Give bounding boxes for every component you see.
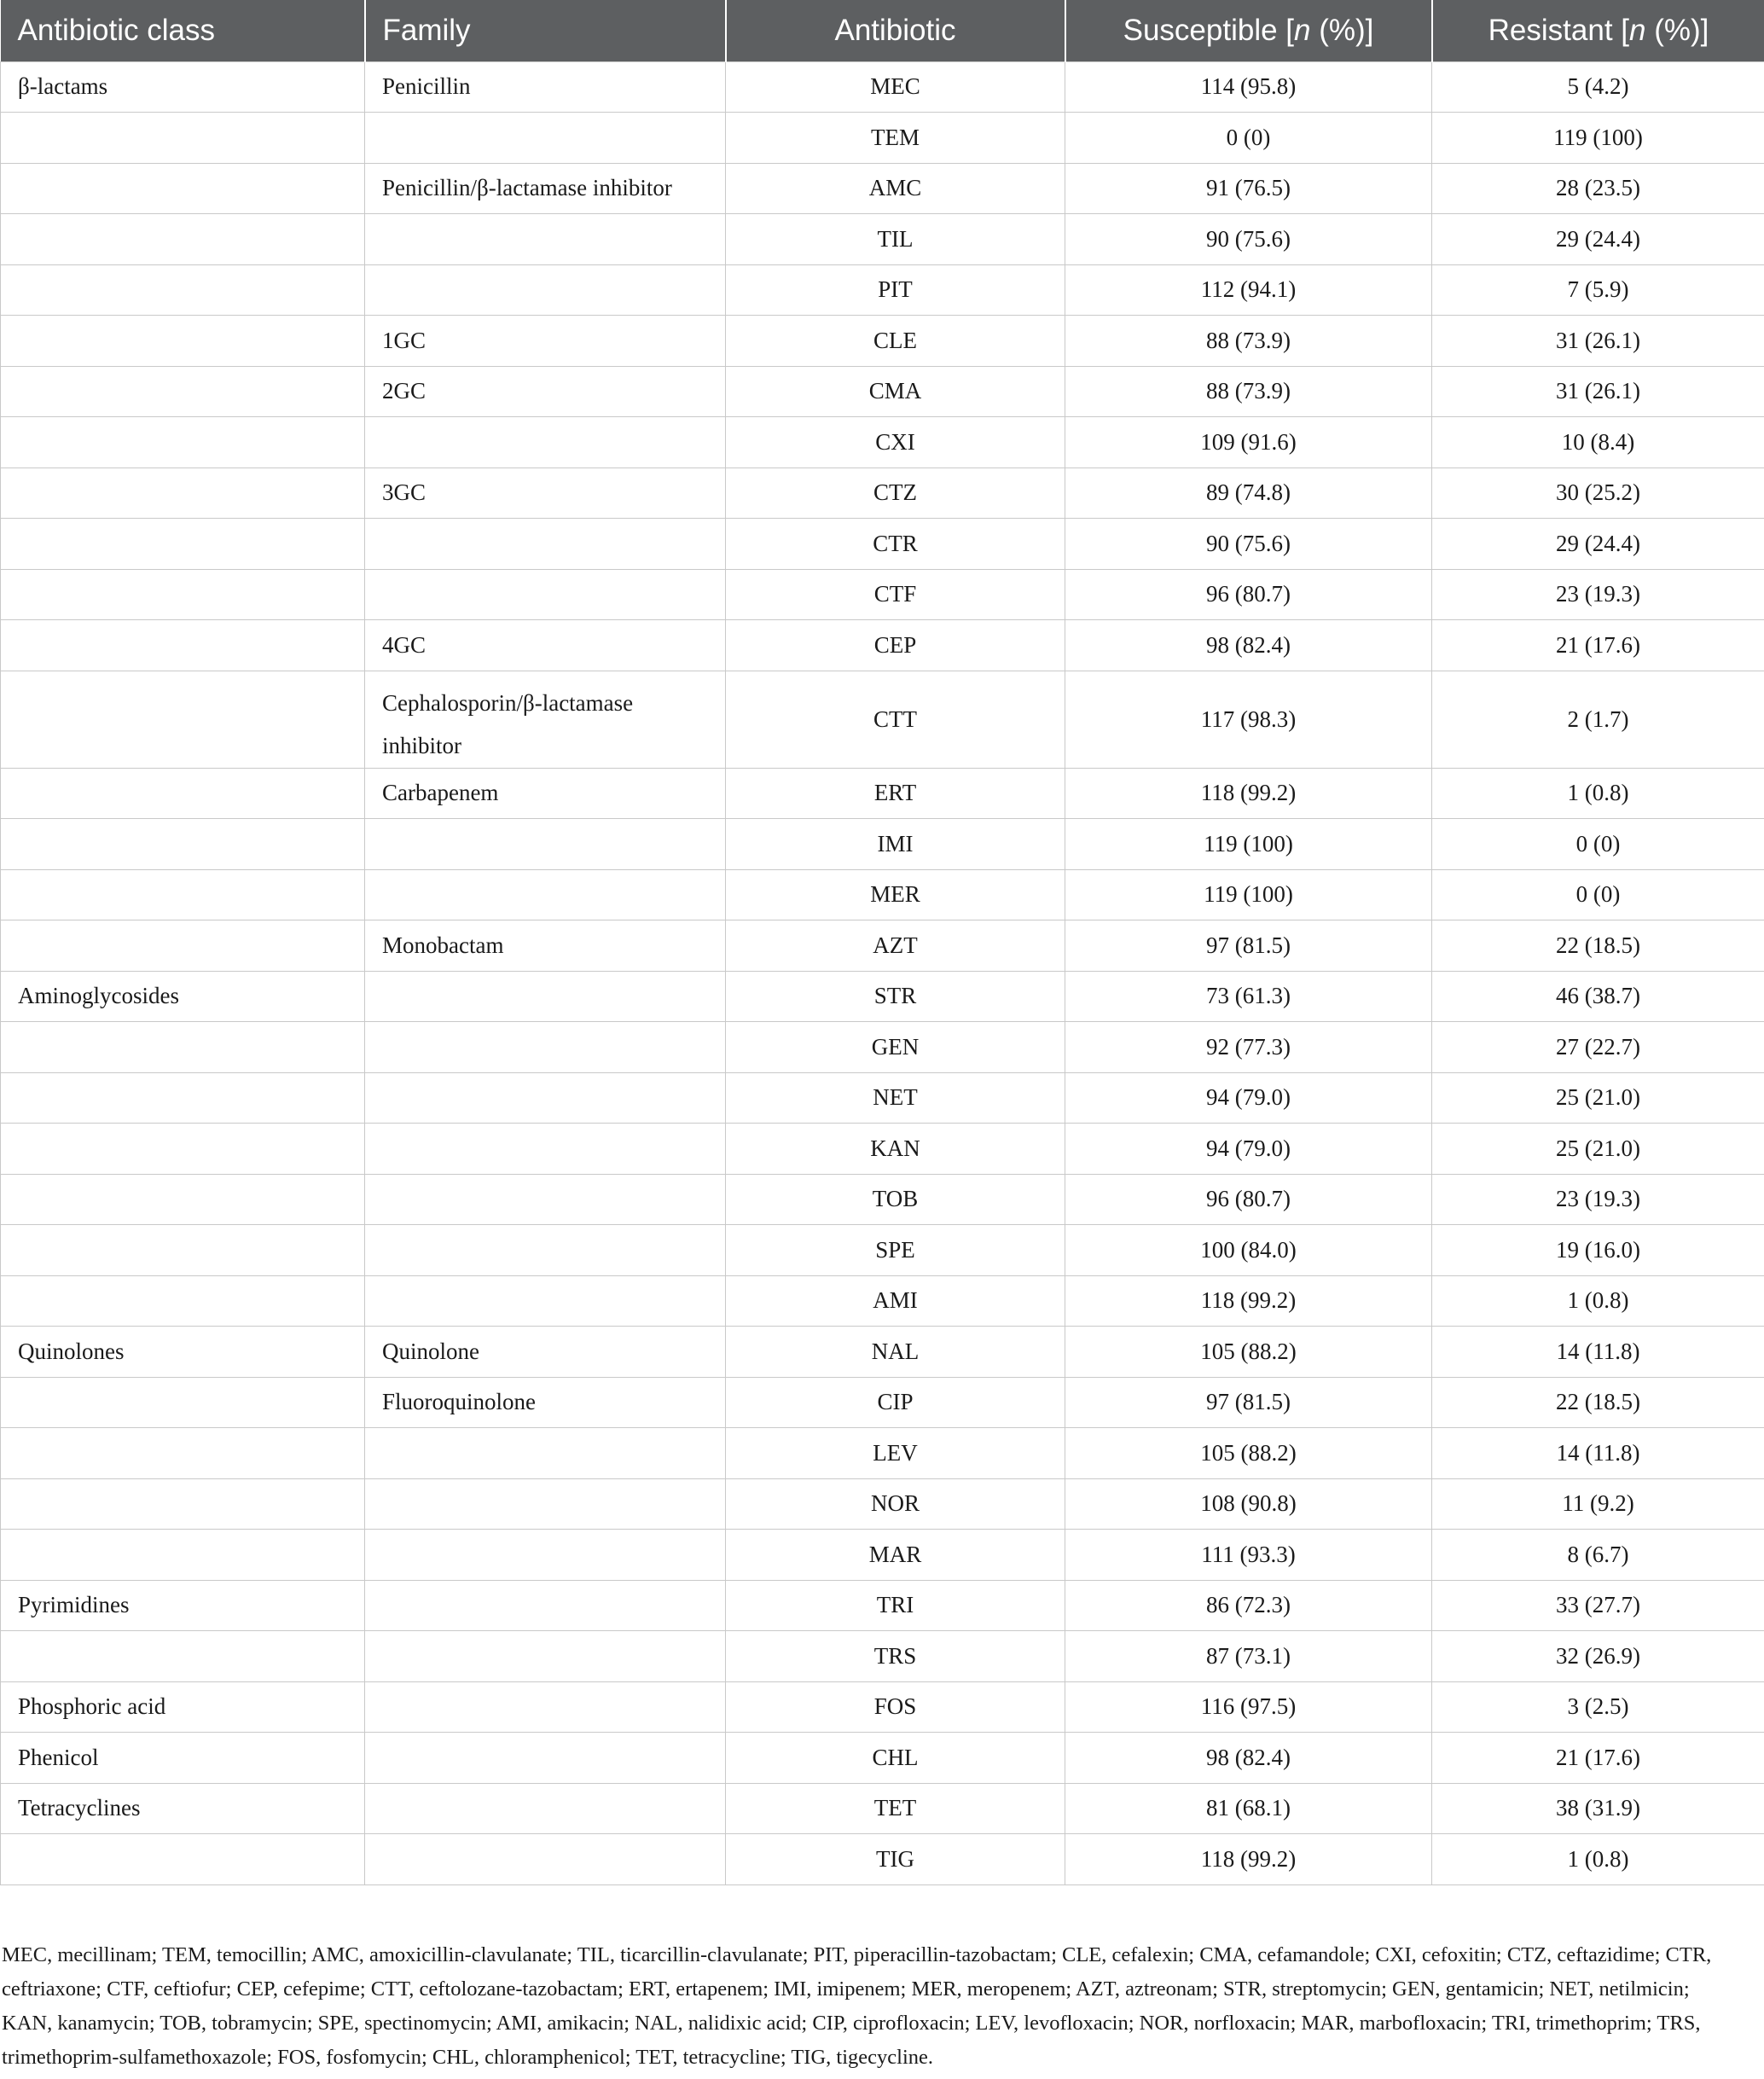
cell-resistant: 25 (21.0) — [1432, 1124, 1764, 1175]
cell-resistant: 31 (26.1) — [1432, 316, 1764, 367]
table-row — [1, 1377, 1764, 1428]
cell-family: Carbapenem — [365, 768, 726, 819]
cell-antibiotic: STR — [726, 971, 1065, 1022]
cell-susceptible: 97 (81.5) — [1065, 920, 1432, 972]
table-row — [1, 1225, 1764, 1276]
cell-antibiotic-class — [1, 768, 365, 819]
cell-family — [365, 1530, 726, 1581]
table-row — [1, 671, 1764, 768]
cell-antibiotic: TIG — [726, 1834, 1065, 1885]
table-row — [1, 620, 1764, 671]
cell-susceptible: 73 (61.3) — [1065, 971, 1432, 1022]
cell-antibiotic-class — [1, 417, 365, 468]
cell-susceptible: 98 (82.4) — [1065, 620, 1432, 671]
cell-antibiotic-class: Phosphoric acid — [1, 1681, 365, 1733]
cell-family — [365, 1681, 726, 1733]
cell-antibiotic-class — [1, 1022, 365, 1073]
cell-resistant: 23 (19.3) — [1432, 569, 1764, 620]
cell-family — [365, 1174, 726, 1225]
header-family: Family — [365, 0, 726, 61]
table-row — [1, 417, 1764, 468]
table-row — [1, 519, 1764, 570]
cell-resistant: 28 (23.5) — [1432, 163, 1764, 214]
cell-antibiotic: CXI — [726, 417, 1065, 468]
cell-antibiotic-class — [1, 920, 365, 972]
cell-susceptible: 118 (99.2) — [1065, 1275, 1432, 1327]
table-row — [1, 1681, 1764, 1733]
cell-family — [365, 113, 726, 164]
cell-antibiotic: NOR — [726, 1478, 1065, 1530]
cell-antibiotic-class: β-lactams — [1, 61, 365, 113]
table-row — [1, 920, 1764, 972]
cell-family — [365, 1733, 726, 1784]
cell-antibiotic-class — [1, 113, 365, 164]
cell-family — [365, 1478, 726, 1530]
cell-antibiotic-class — [1, 1124, 365, 1175]
cell-resistant: 1 (0.8) — [1432, 1834, 1764, 1885]
cell-susceptible: 81 (68.1) — [1065, 1783, 1432, 1834]
cell-resistant: 1 (0.8) — [1432, 768, 1764, 819]
cell-antibiotic: TRI — [726, 1580, 1065, 1631]
cell-antibiotic-class — [1, 264, 365, 316]
cell-susceptible: 114 (95.8) — [1065, 61, 1432, 113]
cell-antibiotic: CTZ — [726, 467, 1065, 519]
cell-resistant: 2 (1.7) — [1432, 671, 1764, 768]
cell-antibiotic: TEM — [726, 113, 1065, 164]
table-header — [1, 0, 1764, 61]
cell-susceptible: 105 (88.2) — [1065, 1428, 1432, 1479]
cell-antibiotic-class — [1, 163, 365, 214]
cell-family — [365, 869, 726, 920]
cell-antibiotic: PIT — [726, 264, 1065, 316]
cell-susceptible: 116 (97.5) — [1065, 1681, 1432, 1733]
cell-antibiotic: CMA — [726, 366, 1065, 417]
cell-antibiotic-class — [1, 1834, 365, 1885]
cell-susceptible: 105 (88.2) — [1065, 1327, 1432, 1378]
cell-susceptible: 112 (94.1) — [1065, 264, 1432, 316]
cell-resistant: 46 (38.7) — [1432, 971, 1764, 1022]
cell-antibiotic: LEV — [726, 1428, 1065, 1479]
cell-family — [365, 971, 726, 1022]
cell-antibiotic-class — [1, 214, 365, 265]
table-row — [1, 971, 1764, 1022]
table-row — [1, 1275, 1764, 1327]
cell-family — [365, 1783, 726, 1834]
cell-resistant: 19 (16.0) — [1432, 1225, 1764, 1276]
cell-susceptible: 90 (75.6) — [1065, 519, 1432, 570]
cell-family — [365, 819, 726, 870]
cell-antibiotic-class: Quinolones — [1, 1327, 365, 1378]
cell-antibiotic-class — [1, 1275, 365, 1327]
table-body — [1, 61, 1764, 1884]
table-row — [1, 61, 1764, 113]
cell-resistant: 25 (21.0) — [1432, 1072, 1764, 1124]
cell-antibiotic-class — [1, 1631, 365, 1682]
table-row — [1, 1783, 1764, 1834]
cell-antibiotic: FOS — [726, 1681, 1065, 1733]
cell-antibiotic-class — [1, 1530, 365, 1581]
table-row — [1, 1733, 1764, 1784]
cell-family — [365, 569, 726, 620]
cell-antibiotic: MAR — [726, 1530, 1065, 1581]
cell-antibiotic-class — [1, 1428, 365, 1479]
cell-family — [365, 1631, 726, 1682]
cell-antibiotic: TOB — [726, 1174, 1065, 1225]
cell-resistant: 5 (4.2) — [1432, 61, 1764, 113]
header-susceptible-prefix: Susceptible [ — [1123, 13, 1295, 47]
cell-resistant: 11 (9.2) — [1432, 1478, 1764, 1530]
cell-antibiotic-class — [1, 819, 365, 870]
cell-resistant: 32 (26.9) — [1432, 1631, 1764, 1682]
cell-antibiotic: NET — [726, 1072, 1065, 1124]
cell-antibiotic-class — [1, 620, 365, 671]
cell-antibiotic: MEC — [726, 61, 1065, 113]
header-antibiotic-class: Antibiotic class — [1, 0, 365, 61]
table-row — [1, 1580, 1764, 1631]
table-row — [1, 1834, 1764, 1885]
cell-susceptible: 86 (72.3) — [1065, 1580, 1432, 1631]
cell-susceptible: 119 (100) — [1065, 869, 1432, 920]
cell-susceptible: 118 (99.2) — [1065, 1834, 1432, 1885]
table-row — [1, 1327, 1764, 1378]
cell-family: 4GC — [365, 620, 726, 671]
cell-antibiotic-class — [1, 1072, 365, 1124]
cell-family — [365, 519, 726, 570]
cell-antibiotic: GEN — [726, 1022, 1065, 1073]
table-row — [1, 1631, 1764, 1682]
cell-antibiotic: TIL — [726, 214, 1065, 265]
table-row — [1, 1072, 1764, 1124]
cell-family: Penicillin/β-lactamase inhibitor — [365, 163, 726, 214]
table-row — [1, 768, 1764, 819]
cell-family — [365, 1225, 726, 1276]
cell-antibiotic-class — [1, 869, 365, 920]
cell-family: 1GC — [365, 316, 726, 367]
cell-resistant: 0 (0) — [1432, 869, 1764, 920]
cell-susceptible: 94 (79.0) — [1065, 1072, 1432, 1124]
table-row — [1, 214, 1764, 265]
cell-antibiotic: CTT — [726, 671, 1065, 768]
cell-family — [365, 264, 726, 316]
table-row — [1, 1428, 1764, 1479]
cell-susceptible: 92 (77.3) — [1065, 1022, 1432, 1073]
table-row — [1, 366, 1764, 417]
table-row — [1, 1124, 1764, 1175]
table-row — [1, 819, 1764, 870]
cell-resistant: 30 (25.2) — [1432, 467, 1764, 519]
cell-resistant: 23 (19.3) — [1432, 1174, 1764, 1225]
cell-antibiotic: AMI — [726, 1275, 1065, 1327]
cell-susceptible: 111 (93.3) — [1065, 1530, 1432, 1581]
cell-susceptible: 96 (80.7) — [1065, 569, 1432, 620]
cell-susceptible: 90 (75.6) — [1065, 214, 1432, 265]
cell-antibiotic-class — [1, 1377, 365, 1428]
cell-antibiotic-class — [1, 519, 365, 570]
cell-antibiotic: KAN — [726, 1124, 1065, 1175]
cell-resistant: 27 (22.7) — [1432, 1022, 1764, 1073]
table-row — [1, 869, 1764, 920]
cell-antibiotic: AMC — [726, 163, 1065, 214]
cell-resistant: 21 (17.6) — [1432, 620, 1764, 671]
cell-antibiotic: AZT — [726, 920, 1065, 972]
cell-antibiotic-class — [1, 366, 365, 417]
cell-resistant: 21 (17.6) — [1432, 1733, 1764, 1784]
cell-susceptible: 118 (99.2) — [1065, 768, 1432, 819]
cell-antibiotic-class: Aminoglycosides — [1, 971, 365, 1022]
cell-susceptible: 119 (100) — [1065, 819, 1432, 870]
header-resistant-n: n — [1629, 13, 1646, 47]
table-row — [1, 113, 1764, 164]
cell-susceptible: 88 (73.9) — [1065, 316, 1432, 367]
cell-resistant: 119 (100) — [1432, 113, 1764, 164]
cell-antibiotic: NAL — [726, 1327, 1065, 1378]
cell-family — [365, 1834, 726, 1885]
header-resistant-prefix: Resistant [ — [1488, 13, 1629, 47]
cell-susceptible: 91 (76.5) — [1065, 163, 1432, 214]
cell-antibiotic-class — [1, 1225, 365, 1276]
cell-family: Cephalosporin/β-lactamase inhibitor — [365, 671, 726, 768]
table-row — [1, 163, 1764, 214]
cell-resistant: 29 (24.4) — [1432, 214, 1764, 265]
header-resistant-suffix: (%)] — [1645, 13, 1709, 47]
cell-susceptible: 89 (74.8) — [1065, 467, 1432, 519]
cell-antibiotic: TET — [726, 1783, 1065, 1834]
cell-family — [365, 1580, 726, 1631]
header-susceptible-n: n — [1294, 13, 1311, 47]
cell-family: Quinolone — [365, 1327, 726, 1378]
cell-resistant: 31 (26.1) — [1432, 366, 1764, 417]
cell-resistant: 0 (0) — [1432, 819, 1764, 870]
cell-resistant: 38 (31.9) — [1432, 1783, 1764, 1834]
cell-susceptible: 96 (80.7) — [1065, 1174, 1432, 1225]
cell-resistant: 3 (2.5) — [1432, 1681, 1764, 1733]
cell-antibiotic: IMI — [726, 819, 1065, 870]
header-resistant — [1432, 0, 1764, 61]
cell-antibiotic: CIP — [726, 1377, 1065, 1428]
table-row — [1, 1174, 1764, 1225]
cell-family: 3GC — [365, 467, 726, 519]
cell-antibiotic-class — [1, 1478, 365, 1530]
cell-antibiotic-class — [1, 316, 365, 367]
cell-antibiotic: CTF — [726, 569, 1065, 620]
cell-family — [365, 1022, 726, 1073]
cell-susceptible: 87 (73.1) — [1065, 1631, 1432, 1682]
cell-resistant: 22 (18.5) — [1432, 1377, 1764, 1428]
cell-resistant: 33 (27.7) — [1432, 1580, 1764, 1631]
cell-susceptible: 98 (82.4) — [1065, 1733, 1432, 1784]
cell-antibiotic: CLE — [726, 316, 1065, 367]
cell-antibiotic: SPE — [726, 1225, 1065, 1276]
cell-antibiotic: MER — [726, 869, 1065, 920]
cell-antibiotic-class: Tetracyclines — [1, 1783, 365, 1834]
header-row — [1, 0, 1764, 61]
cell-resistant: 7 (5.9) — [1432, 264, 1764, 316]
header-susceptible — [1065, 0, 1432, 61]
cell-antibiotic-class: Phenicol — [1, 1733, 365, 1784]
cell-family: 2GC — [365, 366, 726, 417]
cell-family — [365, 1072, 726, 1124]
table-row — [1, 264, 1764, 316]
cell-susceptible: 100 (84.0) — [1065, 1225, 1432, 1276]
cell-family — [365, 1428, 726, 1479]
cell-family: Fluoroquinolone — [365, 1377, 726, 1428]
cell-susceptible: 0 (0) — [1065, 113, 1432, 164]
table-row — [1, 316, 1764, 367]
cell-susceptible: 117 (98.3) — [1065, 671, 1432, 768]
cell-antibiotic-class — [1, 467, 365, 519]
table-row — [1, 467, 1764, 519]
cell-resistant: 8 (6.7) — [1432, 1530, 1764, 1581]
cell-resistant: 14 (11.8) — [1432, 1428, 1764, 1479]
table-row — [1, 1478, 1764, 1530]
cell-family — [365, 1124, 726, 1175]
cell-susceptible: 88 (73.9) — [1065, 366, 1432, 417]
cell-susceptible: 108 (90.8) — [1065, 1478, 1432, 1530]
cell-antibiotic-class — [1, 569, 365, 620]
cell-resistant: 1 (0.8) — [1432, 1275, 1764, 1327]
cell-susceptible: 97 (81.5) — [1065, 1377, 1432, 1428]
cell-family — [365, 214, 726, 265]
cell-antibiotic: ERT — [726, 768, 1065, 819]
cell-resistant: 10 (8.4) — [1432, 417, 1764, 468]
cell-family: Penicillin — [365, 61, 726, 113]
cell-family — [365, 1275, 726, 1327]
cell-antibiotic: CTR — [726, 519, 1065, 570]
cell-antibiotic: TRS — [726, 1631, 1065, 1682]
cell-antibiotic: CEP — [726, 620, 1065, 671]
cell-antibiotic-class — [1, 671, 365, 768]
header-antibiotic: Antibiotic — [726, 0, 1065, 61]
table-row — [1, 1530, 1764, 1581]
cell-family: Monobactam — [365, 920, 726, 972]
cell-antibiotic: CHL — [726, 1733, 1065, 1784]
header-susceptible-suffix: (%)] — [1310, 13, 1374, 47]
cell-antibiotic-class: Pyrimidines — [1, 1580, 365, 1631]
table-footnote: MEC, mecillinam; TEM, temocillin; AMC, amoxicillin-clavulanate; TIL, ticarcillin-clavulanate; PIT, piperacillin-tazobactam; CLE, cefalexin; CMA, cefamandole; CXI, cefoxitin; CTZ, ceftazidime; CTR, ceftriaxone; CTF, ceftiofur; CEP, cefepime; CTT, ceftolozane-tazobactam; ERT, ertapenem; IMI, imipenem; MER, meropenem; AZT, aztreonam; STR, streptomycin; GEN, gentamicin; NET, netilmicin; KAN, kanamycin; TOB, tobramycin; SPE, spectinomycin; AMI, amikacin; NAL, nalidixic acid; CIP, ciprofloxacin; LEV, levofloxacin; NOR, norfloxacin; MAR, marbofloxacin; TRI, trimethoprim; TRS, trimethoprim-sulfamethoxazole; FOS, fosfomycin; CHL, chloramphenicol; TET, tetracycline; TIG, tigecycline. — [2, 1943, 1712, 2069]
table-row — [1, 1022, 1764, 1073]
cell-resistant: 22 (18.5) — [1432, 920, 1764, 972]
cell-resistant: 14 (11.8) — [1432, 1327, 1764, 1378]
cell-resistant: 29 (24.4) — [1432, 519, 1764, 570]
cell-family — [365, 417, 726, 468]
cell-susceptible: 94 (79.0) — [1065, 1124, 1432, 1175]
cell-antibiotic-class — [1, 1174, 365, 1225]
cell-susceptible: 109 (91.6) — [1065, 417, 1432, 468]
table-row — [1, 569, 1764, 620]
